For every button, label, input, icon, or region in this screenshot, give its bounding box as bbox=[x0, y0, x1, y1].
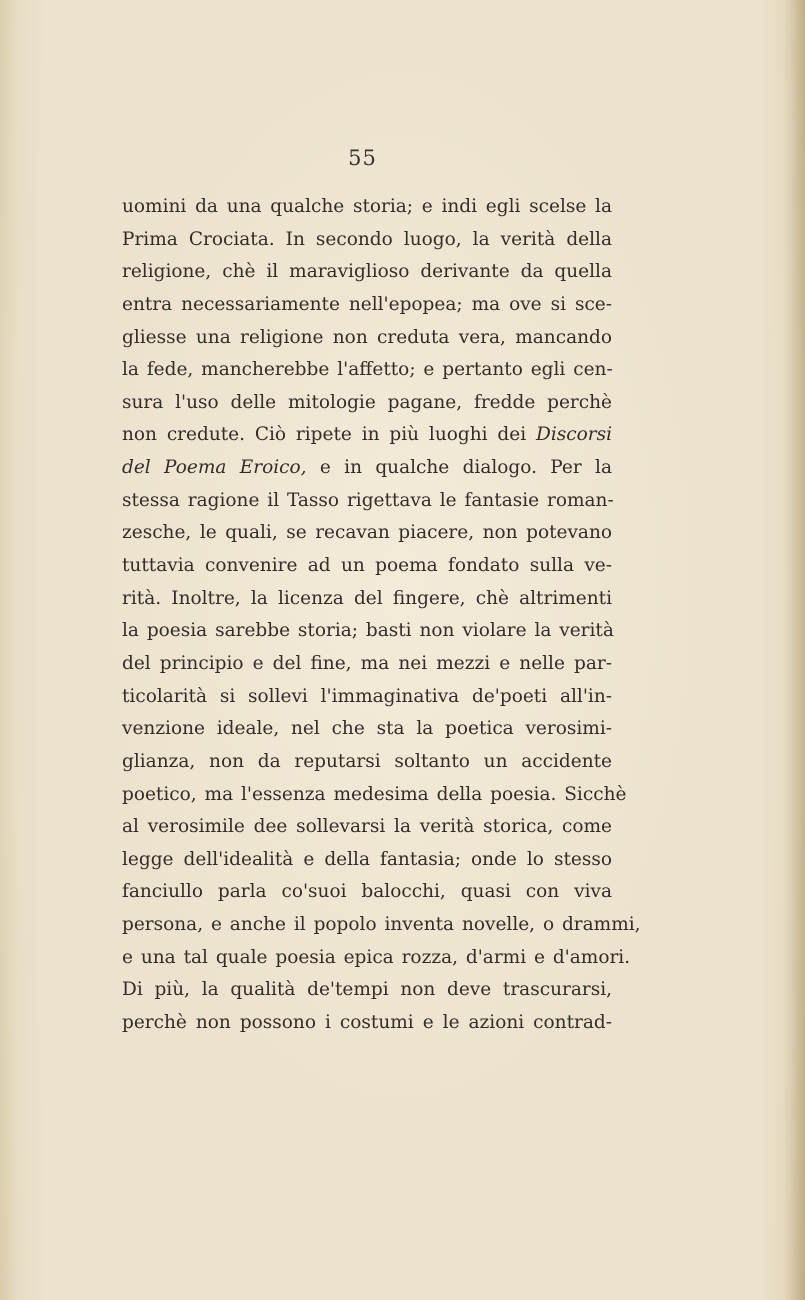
text-line bbox=[122, 387, 612, 420]
text-line bbox=[122, 583, 612, 616]
text-line bbox=[122, 289, 612, 322]
text-segment: gliesse una religione non creduta vera, mancando bbox=[122, 326, 612, 348]
text-line bbox=[122, 746, 612, 779]
text-line bbox=[122, 517, 612, 550]
page-edge-shadow bbox=[783, 0, 805, 1300]
text-segment: entra necessariamente nell'epopea; ma ove si sce- bbox=[122, 293, 612, 315]
text-line bbox=[122, 256, 612, 289]
text-line bbox=[122, 811, 612, 844]
text-segment: rità. Inoltre, la licenza del fingere, chè altrimenti bbox=[122, 587, 612, 609]
text-line bbox=[122, 224, 612, 257]
text-segment: non credute. Ciò ripete in più luoghi dei bbox=[122, 424, 536, 446]
page-number: 55 bbox=[348, 146, 377, 170]
text-segment: poetico, ma l'essenza medesima della poesia. Sicchè bbox=[122, 783, 627, 805]
italic-title: Discorsi bbox=[536, 424, 612, 446]
text-line bbox=[122, 419, 612, 452]
text-line bbox=[122, 322, 612, 355]
text-line bbox=[122, 779, 627, 812]
body-text bbox=[122, 191, 641, 1040]
text-segment: Di più, la qualità de'tempi non deve trascurarsi, bbox=[122, 979, 612, 1001]
text-line bbox=[122, 1007, 612, 1040]
text-segment: uomini da una qualche storia; e indi egli scelse la bbox=[122, 196, 612, 217]
text-line bbox=[122, 550, 612, 583]
text-segment: del principio e del fine, ma nei mezzi e nelle par- bbox=[122, 652, 612, 674]
text-segment: e in qualche dialogo. Per la bbox=[306, 457, 612, 479]
text-segment: zesche, le quali, se recavan piacere, non potevano bbox=[122, 522, 612, 544]
text-segment: Prima Crociata. In secondo luogo, la verità della bbox=[122, 228, 612, 250]
text-line bbox=[122, 648, 612, 681]
text-segment: venzione ideale, nel che sta la poetica verosimi- bbox=[122, 718, 612, 740]
text-line bbox=[122, 974, 612, 1007]
text-line bbox=[122, 485, 612, 518]
text-segment: e una tal quale poesia epica rozza, d'armi e d'amori. bbox=[122, 946, 631, 968]
text-segment: ticolarità si sollevi l'immaginativa de'poeti all'in- bbox=[122, 685, 612, 707]
text-line bbox=[122, 909, 641, 942]
text-line bbox=[122, 354, 612, 387]
text-line bbox=[122, 942, 631, 975]
text-line bbox=[122, 681, 612, 714]
italic-title: del Poema Eroico, bbox=[122, 457, 307, 479]
text-line bbox=[122, 191, 612, 224]
text-segment: legge dell'idealità e della fantasia; onde lo stesso bbox=[122, 848, 612, 870]
text-line bbox=[122, 844, 612, 877]
text-segment: perchè non possono i costumi e le azioni contrad- bbox=[122, 1012, 612, 1034]
text-line bbox=[122, 452, 612, 485]
text-segment: la poesia sarebbe storia; basti non violare la verità bbox=[122, 620, 614, 642]
text-segment: religione, chè il maraviglioso derivante da quella bbox=[122, 261, 612, 283]
text-segment: al verosimile dee sollevarsi la verità storica, come bbox=[122, 816, 612, 838]
text-segment: tuttavia convenire ad un poema fondato sulla ve- bbox=[122, 555, 612, 577]
text-segment: la fede, mancherebbe l'affetto; e pertanto egli cen- bbox=[122, 359, 613, 381]
text-segment: fanciullo parla co'suoi balocchi, quasi con viva bbox=[122, 881, 612, 903]
text-line bbox=[122, 876, 612, 909]
text-line bbox=[122, 713, 612, 746]
text-segment: sura l'uso delle mitologie pagane, fredde perchè bbox=[122, 391, 612, 413]
text-segment: glianza, non da reputarsi soltanto un accidente bbox=[122, 750, 612, 772]
text-segment: stessa ragione il Tasso rigettava le fantasie roman- bbox=[122, 489, 614, 511]
text-segment: persona, e anche il popolo inventa novelle, o drammi, bbox=[122, 914, 641, 936]
text-line bbox=[122, 615, 612, 648]
